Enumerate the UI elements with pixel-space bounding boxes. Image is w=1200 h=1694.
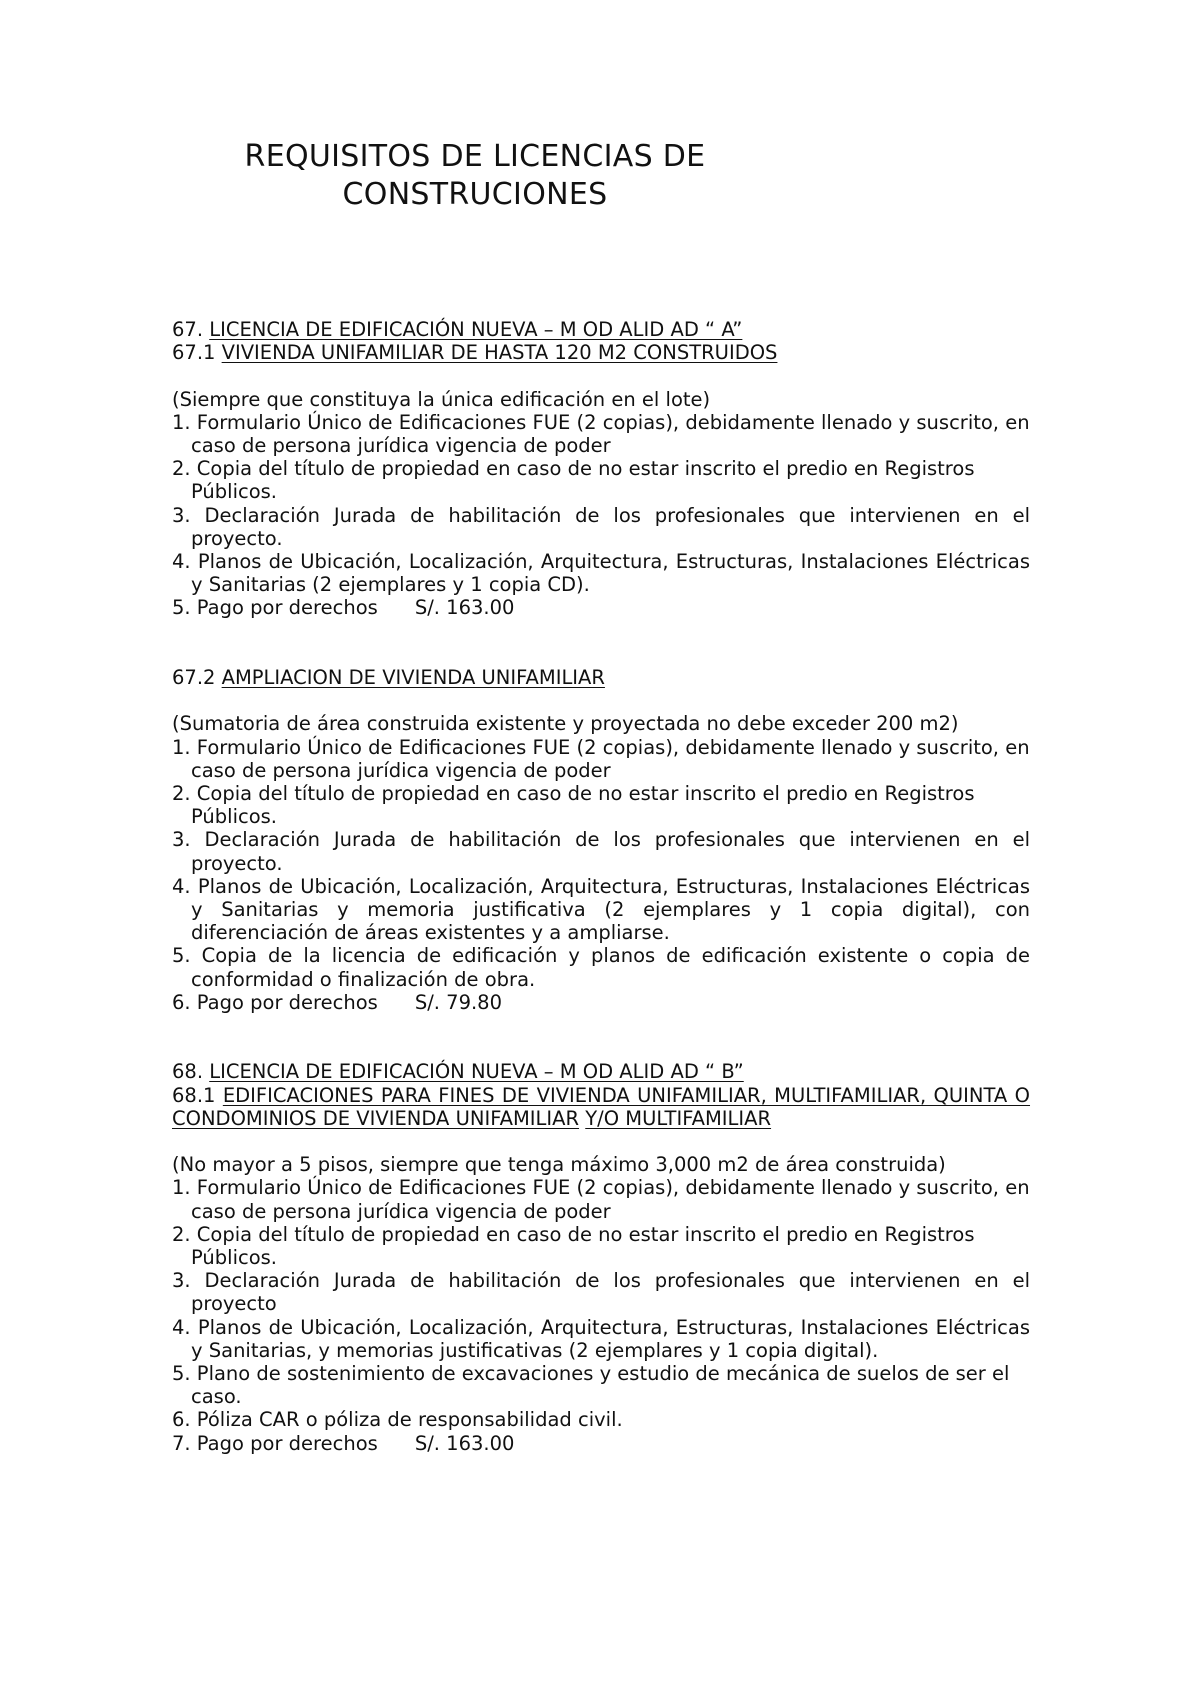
section-title: VIVIENDA UNIFAMILIAR DE HASTA 120 M2 CONSTRUIDOS [221,341,778,365]
requirement-item: 2. Copia del título de propiedad en caso de no estar inscrito el predio en Registros Públicos. [172,782,975,829]
section-68-1-requirements [172,1176,1030,1454]
section-title: LICENCIA DE EDIFICACIÓN NUEVA – M OD ALID AD “ B” [209,1060,744,1084]
section-67-1-heading [172,341,1030,364]
section-67-1-condition: (Siempre que constituya la única edificación en el lote) [172,387,711,411]
section-number: 67.1 [172,341,216,365]
section-67-2-requirements [172,736,1030,1014]
fee-item [172,1432,1030,1455]
fee-amount: S/. 163.00 [414,596,515,620]
requirement-item: 2. Copia del título de propiedad en caso de no estar inscrito el predio en Registros Públicos. [172,457,975,504]
section-67-heading [172,318,1030,341]
title-line-2: CONSTRUCIONES [342,177,608,212]
requirement-item: 3. Declaración Jurada de habilitación de los profesionales que intervienen en el proyecto. [172,828,1030,875]
document-body [172,318,1030,1455]
section-68-1-condition: (No mayor a 5 pisos, siempre que tenga máximo 3,000 m2 de área construida) [172,1153,946,1177]
fee-amount: S/. 79.80 [414,990,502,1014]
requirement-item: 1. Formulario Único de Edificaciones FUE (2 copias), debidamente llenado y suscrito, en caso de persona jurídica vigencia de poder [172,735,1030,782]
requirement-item: 5. Copia de la licencia de edificación y planos de edificación existente o copia de conformidad o finalización de obra. [172,944,1030,991]
section-68-heading [172,1060,1030,1083]
section-title-suffix: Y/O MULTIFAMILIAR [585,1106,772,1130]
section-67-2-heading [172,666,1030,689]
requirement-item: 1. Formulario Único de Edificaciones FUE (2 copias), debidamente llenado y suscrito, en caso de persona jurídica vigencia de poder [172,1176,1030,1223]
fee-label: 5. Pago por derechos [172,596,378,620]
requirement-item: 4. Planos de Ubicación, Localización, Arquitectura, Estructuras, Instalaciones Eléctricas y Sanitarias y memoria justificativa (2 ejemplares y 1 copia digital), con diferenciación de áreas existentes y a ampliarse. [172,874,1030,945]
section-67-1-requirements [172,411,1030,620]
document-title [160,138,790,214]
section-number: 68. [172,1060,204,1084]
requirement-item: 2. Copia del título de propiedad en caso de no estar inscrito el predio en Registros Públicos. [172,1222,975,1270]
section-number: 67. [172,318,204,341]
requirement-item: 3. Declaración Jurada de habilitación de los profesionales que intervienen en el proyecto. [172,503,1030,550]
requirement-item: 6. Póliza CAR o póliza de responsabilidad civil. [172,1408,623,1432]
section-title: AMPLIACION DE VIVIENDA UNIFAMILIAR [221,666,605,690]
requirement-item: 1. Formulario Único de Edificaciones FUE (2 copias), debidamente llenado y suscrito, en caso de persona jurídica vigencia de poder [172,410,1030,457]
section-number: 68.1 [172,1083,216,1107]
fee-label: 6. Pago por derechos [172,990,378,1014]
requirement-item: 4. Planos de Ubicación, Localización, Arquitectura, Estructuras, Instalaciones Eléctricas y Sanitarias, y memorias justificativas (2 ejemplares y 1 copia digital). [172,1315,1030,1362]
title-line-1: REQUISITOS DE LICENCIAS DE [244,139,706,174]
section-68-1-heading [172,1084,1030,1130]
section-title: EDIFICACIONES PARA FINES DE VIVIENDA UNIFAMILIAR, MULTIFAMILIAR, QUINTA O CONDOMINIOS DE VIVIENDA UNIFAMILIAR [172,1083,1031,1130]
section-67-2-condition: (Sumatoria de área construida existente y proyectada no debe exceder 200 m2) [172,712,959,736]
requirement-item: 5. Plano de sostenimiento de excavaciones y estudio de mecánica de suelos de ser el caso. [172,1362,1010,1409]
fee-item [172,991,1030,1014]
requirement-item: 4. Planos de Ubicación, Localización, Arquitectura, Estructuras, Instalaciones Eléctricas y Sanitarias (2 ejemplares y 1 copia CD). [172,550,1030,597]
requirement-item: 3. Declaración Jurada de habilitación de los profesionales que intervienen en el proyecto [172,1269,1030,1316]
section-title: LICENCIA DE EDIFICACIÓN NUEVA – M OD ALID AD “ A” [209,318,743,341]
fee-label: 7. Pago por derechos [172,1431,378,1455]
section-number: 67.2 [172,666,216,690]
fee-amount: S/. 163.00 [414,1431,515,1455]
fee-item [172,596,1030,619]
